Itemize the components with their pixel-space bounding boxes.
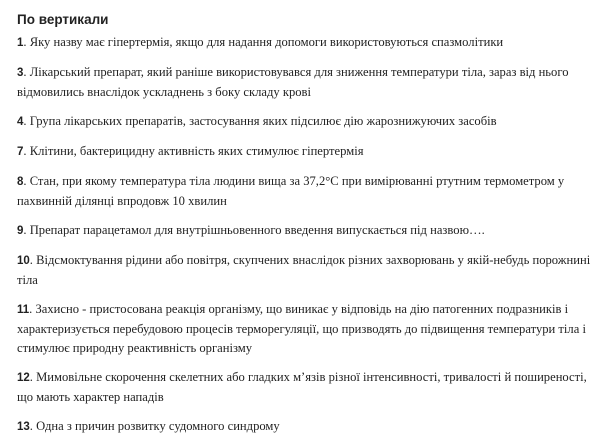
clue-text: . Стан, при якому температура тіла людини вища за 37,2°С при вимірюванні ртутним термометром у пахвинній ділянці впродовж 10 хвилин	[17, 174, 565, 208]
document	[17, 12, 597, 447]
clue-number: 1	[17, 37, 24, 49]
clue-number: 10	[17, 255, 30, 267]
clue-number: 12	[17, 372, 30, 384]
clue-number: 3	[17, 67, 24, 79]
clue-text: . Яку назву має гіпертермія, якщо для надання допомоги використовуються спазмолітики	[23, 35, 504, 49]
clue-item	[17, 172, 597, 211]
clue-text: . Лікарський препарат, який раніше використовувався для зниження температури тіла, зараз від нього відмовились внаслідок ускладнень з боку складу крові	[17, 65, 569, 99]
clue-text: . Захисно - пристосована реакція організму, що виникає у відповідь на дію патогенних подразників і характеризується перебудовою процесів терморегуляції, що призводять до підвищення температури тіла і стимулює природну реактивність організму	[17, 302, 586, 355]
clue-number: 13	[17, 421, 30, 433]
clue-text: . Група лікарських препаратів, застосування яких підсилює дію жарознижуючих засобів	[23, 114, 497, 128]
clue-number: 11	[17, 304, 30, 316]
clue-number: 4	[17, 116, 24, 128]
clue-item	[17, 417, 597, 437]
clue-number: 8	[17, 176, 24, 188]
clue-item	[17, 142, 597, 162]
clue-item	[17, 368, 597, 407]
clue-list	[17, 33, 597, 437]
section-heading: По вертикали	[17, 12, 109, 27]
clue-number: 9	[17, 225, 24, 237]
clue-item	[17, 33, 597, 53]
clue-item	[17, 300, 597, 358]
clue-text: . Відсмоктування рідини або повітря, скупчених внаслідок різних захворювань у якій-небудь порожнині тіла	[17, 253, 591, 287]
clue-item	[17, 112, 597, 132]
clue-item	[17, 63, 597, 102]
clue-text: . Мимовільне скорочення скелетних або гладких м’язів різної інтенсивності, тривалості й поширеності, що мають характер нападів	[17, 370, 587, 404]
clue-number: 7	[17, 146, 24, 158]
clue-item	[17, 251, 597, 290]
clue-text: . Препарат парацетамол для внутрішньовенного введення випускається під назвою….	[23, 223, 485, 237]
clue-text: . Одна з причин розвитку судомного синдрому	[29, 419, 280, 433]
clue-item	[17, 221, 597, 241]
clue-text: . Клітини, бактерицидну активність яких стимулює гіпертермія	[23, 144, 364, 158]
